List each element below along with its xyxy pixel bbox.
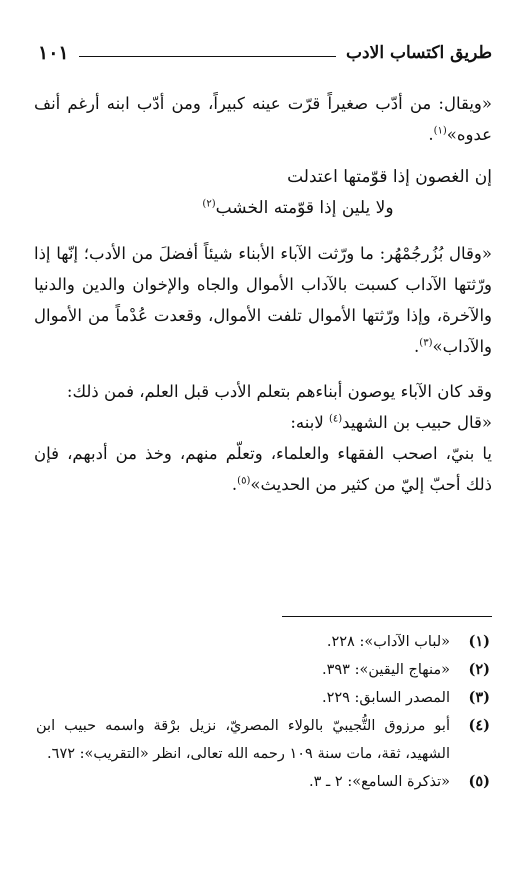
paragraph-3: وقد كان الآباء يوصون أبناءهم بتعلم الأدب قبل العلم، فمن ذلك:: [66, 382, 492, 401]
paragraph-1-text: «ويقال: من أدّب صغيراً قرّت عينه كبيراً، ومن أدّب ابنه أرغم أنف عدوه»: [34, 94, 492, 144]
running-title: طريق اكتساب الادب: [346, 43, 492, 63]
header-rule: [79, 56, 336, 57]
paragraph-5-end: .: [231, 475, 238, 494]
verse-line-2: [34, 193, 492, 224]
footnote-4: [36, 712, 490, 768]
footnote-text: المصدر السابق: ٢٢٩.: [321, 690, 450, 706]
footnotes-rule: [282, 616, 492, 617]
footnote-ref-1: (١): [433, 125, 447, 137]
page-header: [38, 36, 492, 70]
footnote-ref-3: (٣): [419, 337, 433, 349]
footnote-2: [36, 656, 490, 684]
paragraph-1-end: .: [428, 125, 434, 144]
page-number: ١٠١: [38, 42, 69, 64]
footnote-text: «لباب الآداب»: ٢٢٨.: [326, 634, 450, 650]
paragraph-1: [34, 88, 492, 150]
footnote-ref-4: (٤): [328, 413, 343, 425]
paragraph-5: [34, 438, 492, 500]
footnote-text: أبو مرزوق التُّجيبيّ بالولاء المصريّ، نزيل برْقة واسمه حبيب ابن الشهيد، ثقة، مات سنة ١٠٩ رحمه الله تعالى، انظر «التقريب»: ٦٧٢.: [36, 718, 450, 762]
footnote-1: [36, 628, 490, 656]
footnote-ref-2: (٢): [202, 198, 216, 210]
footnote-text: «تذكرة السامع»: ٢ ـ ٣.: [309, 774, 450, 790]
paragraph-2-text: «وقال بُزُرجُمْهُر: ما ورّثت الآباء الأبناء شيئاً أفضلَ من الأدب؛ إنّها إذا ورّثتها الآداب كسبت بالآداب الأموال والجاه والإخوان والدين والدنيا والآخرة، وإذا ورّثتها الأموال تلفت الأموال، وقعدت عُدْماً من الأموال والآداب»: [34, 244, 492, 356]
paragraph-4: [34, 407, 492, 438]
main-text: [34, 88, 492, 500]
paragraph-4-text: «قال حبيب بن الشهيد: [342, 413, 492, 432]
paragraph-2: [34, 238, 492, 362]
verse-line-2-text: ولا يلين إذا قوّمته الخشب: [215, 198, 394, 218]
footnote-number: (٥): [468, 773, 490, 790]
footnotes: [36, 628, 490, 796]
paragraph-5-text: يا بنيّ، اصحب الفقهاء والعلماء، وتعلّم منهم، وخذ من أدبهم، فإن ذلك أحبّ إليّ من كثير من الحديث»: [34, 444, 492, 494]
paragraph-2-end: .: [414, 337, 420, 356]
footnote-number: (٢): [468, 661, 490, 678]
footnote-5: [36, 768, 490, 796]
paragraph-4-end: لابنه:: [290, 413, 329, 432]
footnote-text: «منهاج اليقين»: ٣٩٣.: [321, 662, 450, 678]
footnote-number: (٣): [468, 689, 490, 706]
verse-line-1: إن الغصون إذا قوّمتها اعتدلت: [287, 167, 492, 187]
footnote-number: (١): [468, 633, 490, 650]
footnote-ref-5: (٥): [237, 475, 251, 487]
footnote-3: [36, 684, 490, 712]
footnote-number: (٤): [468, 717, 490, 734]
